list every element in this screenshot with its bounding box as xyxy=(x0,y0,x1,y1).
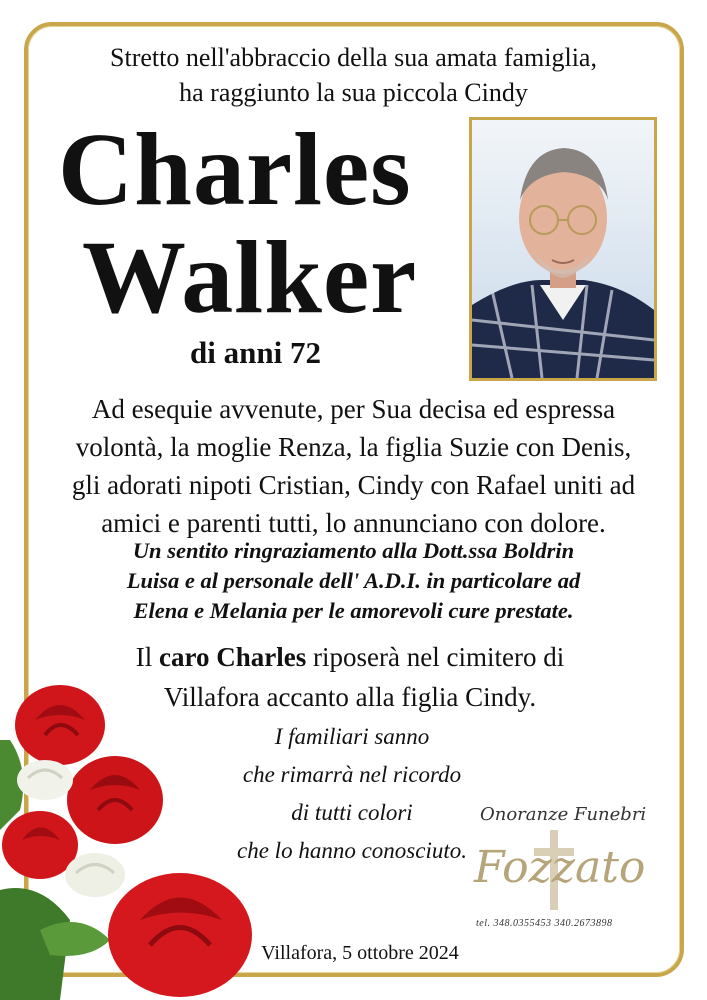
portrait-photo xyxy=(469,117,657,381)
announcement-line: volontà, la moglie Renza, la figlia Suzie con Denis, xyxy=(75,432,632,462)
verse-line: che lo hanno conosciuto. xyxy=(237,838,467,863)
rose-icon xyxy=(108,873,252,997)
announcement-line: amici e parenti tutti, lo annunciano con dolore. xyxy=(101,508,606,538)
thanks-line: Un sentito ringraziamento alla Dott.ssa Boldrin xyxy=(132,538,575,563)
rose-icon xyxy=(15,685,105,765)
verse-line: che rimarrà nel ricordo xyxy=(242,762,462,787)
intro-line-1: Stretto nell'abbraccio della sua amata famiglia, xyxy=(110,43,597,72)
last-name: Walker xyxy=(82,220,418,335)
announcement-line: Ad esequie avvenute, per Sua decisa ed espressa xyxy=(91,394,616,424)
date-place: Villafora, 5 ottobre 2024 xyxy=(261,942,459,964)
verse-line: di tutti colori xyxy=(291,800,413,825)
thanks-text xyxy=(0,536,707,626)
agency-brand: Fozzato xyxy=(474,842,646,893)
burial-prefix: Il xyxy=(135,642,160,672)
burial-line-1 xyxy=(100,637,600,677)
intro-text xyxy=(0,40,707,110)
burial-name: caro Charles xyxy=(159,642,307,672)
agency-name: Onoranze Funebri xyxy=(480,804,647,825)
verse-text xyxy=(222,718,482,870)
thanks-line: Luisa e al personale dell' A.D.I. in particolare ad xyxy=(126,568,581,593)
burial-suffix: riposerà nel cimitero di xyxy=(306,642,565,672)
age-label: di anni 72 xyxy=(190,335,321,370)
roses-decoration xyxy=(0,680,260,1000)
verse-line: I familiari sanno xyxy=(274,724,430,749)
portrait-illustration xyxy=(472,120,654,378)
white-rose-icon xyxy=(17,760,73,800)
announcement-text xyxy=(0,390,707,542)
burial-line-2: Villafora accanto alla figlia Cindy. xyxy=(163,682,537,712)
funeral-agency-logo xyxy=(470,800,650,940)
announcement-line: gli adorati nipoti Cristian, Cindy con Rafael uniti ad xyxy=(71,470,636,500)
thanks-line: Elena e Melania per le amorevoli cure prestate. xyxy=(133,598,574,623)
rose-icon xyxy=(67,756,163,844)
white-rose-icon xyxy=(65,853,125,897)
agency-phones: tel. 348.0355453 340.2673898 xyxy=(476,918,613,929)
first-name: Charles xyxy=(58,112,412,227)
intro-line-2: ha raggiunto la sua piccola Cindy xyxy=(179,78,528,107)
